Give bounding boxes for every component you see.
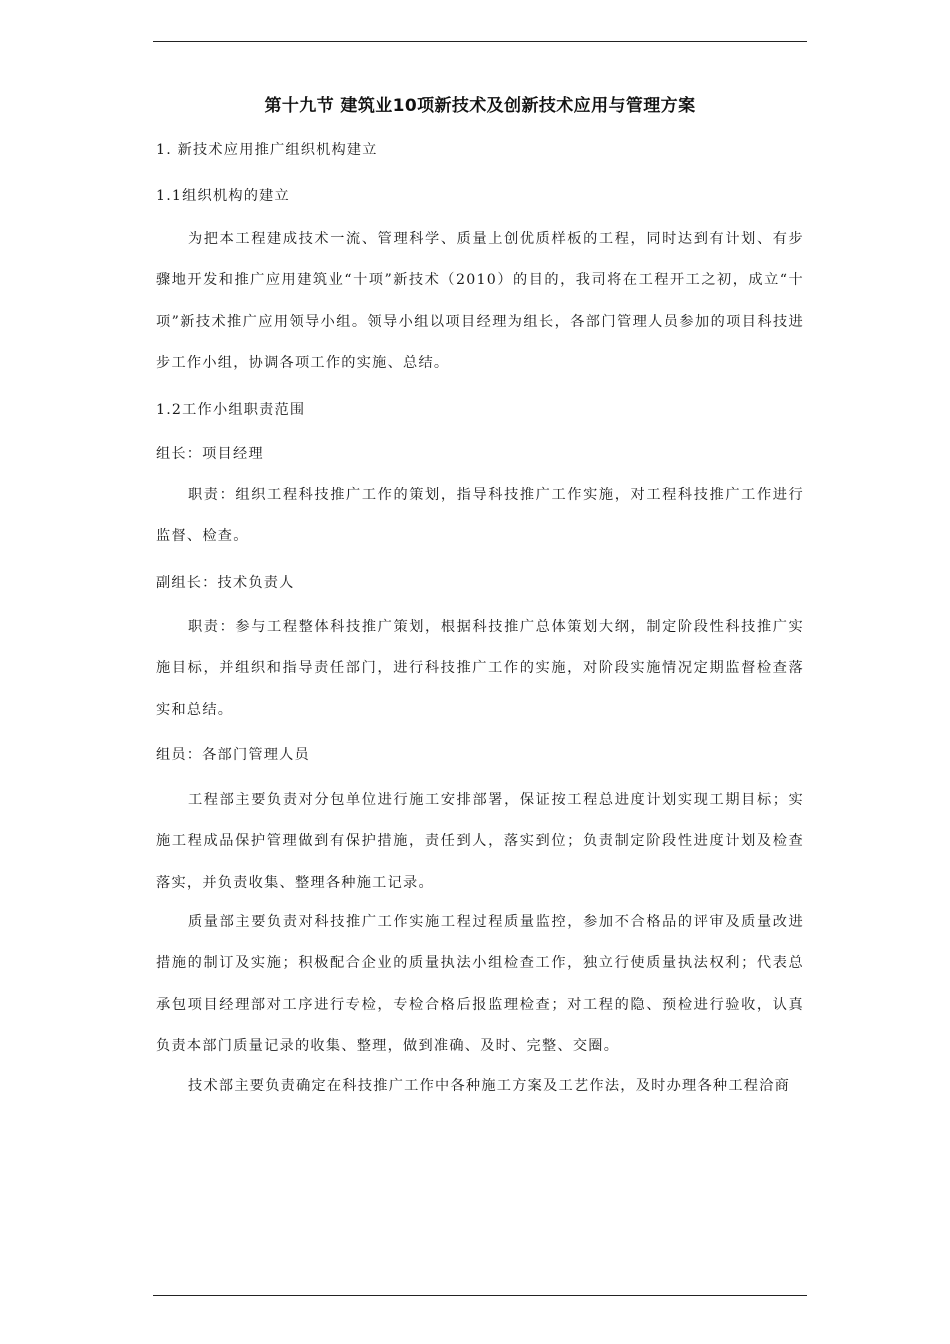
section-title: 第十九节 建筑业10项新技术及创新技术应用与管理方案	[264, 96, 696, 116]
footer-rule	[153, 1295, 807, 1296]
deputy-duty-paragraph: 职责：参与工程整体科技推广策划，根据科技推广总体策划大纲，制定阶段性科技推广实施目标，并组织和指导责任部门，进行科技推广工作的实施，对阶段实施情况定期监督检查落实和总结。	[156, 619, 804, 718]
section-1-1-heading: 1.1组织机构的建立	[156, 188, 290, 204]
engineering-dept-paragraph: 工程部主要负责对分包单位进行施工安排部署，保证按工程总进度计划实现工期目标；实施工程成品保护管理做到有保护措施，责任到人，落实到位；负责制定阶段性进度计划及检查落实，并负责收集、整理各种施工记录。	[156, 792, 804, 891]
section-1-2-heading: 1.2工作小组职责范围	[156, 402, 306, 418]
header-rule	[153, 41, 807, 42]
member-label: 组员：各部门管理人员	[156, 747, 310, 763]
deputy-label: 副组长：技术负责人	[156, 575, 295, 591]
leader-duty-paragraph: 职责：组织工程科技推广工作的策划，指导科技推广工作实施，对工程科技推广工作进行监督、检查。	[156, 487, 804, 545]
quality-dept-paragraph: 质量部主要负责对科技推广工作实施工程过程质量监控，参加不合格品的评审及质量改进措施的制订及实施；积极配合企业的质量执法小组检查工作，独立行使质量执法权利；代表总承包项目经理部对工序进行专检，专检合格后报监理检查；对工程的隐、预检进行验收，认真负责本部门质量记录的收集、整理，做到准确、及时、完整、交圈。	[156, 914, 804, 1054]
section-1-1-paragraph: 为把本工程建成技术一流、管理科学、质量上创优质样板的工程，同时达到有计划、有步骤地开发和推广应用建筑业“十项”新技术（2010）的目的，我司将在工程开工之初，成立“十项”新技术推广应用领导小组。领导小组以项目经理为组长，各部门管理人员参加的项目科技进步工作小组，协调各项工作的实施、总结。	[156, 231, 804, 371]
leader-label: 组长：项目经理	[156, 446, 264, 462]
technical-dept-paragraph: 技术部主要负责确定在科技推广工作中各种施工方案及工艺作法，及时办理各种工程洽商	[188, 1078, 791, 1094]
section-1-heading: 1. 新技术应用推广组织机构建立	[156, 142, 378, 158]
